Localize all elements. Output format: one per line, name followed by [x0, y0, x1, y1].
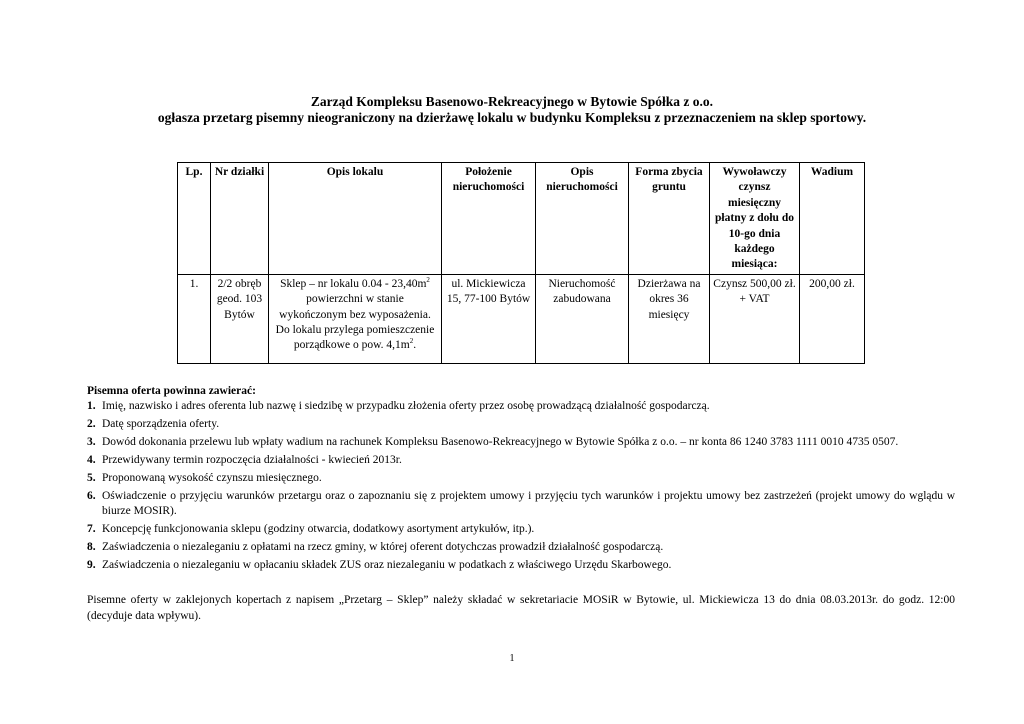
header-forma-zbycia: Forma zbycia gruntu	[629, 163, 710, 275]
item-text: Datę sporządzenia oferty.	[102, 418, 220, 430]
cell-opis-nieruchomosci: Nieruchomość zabudowana	[536, 274, 629, 363]
list-item	[87, 540, 955, 555]
superscript-2: 2	[409, 337, 414, 346]
item-number: 6.	[87, 490, 96, 502]
header-opis-lokalu: Opis lokalu	[269, 163, 442, 275]
table-row	[178, 274, 865, 363]
item-number: 9.	[87, 559, 96, 571]
item-number: 2.	[87, 418, 96, 430]
list-item	[87, 399, 955, 414]
cell-czynsz: Czynsz 500,00 zł. + VAT	[710, 274, 800, 363]
cell-polozenie: ul. Mickiewicza 15, 77-100 Bytów	[442, 274, 536, 363]
requirements-title: Pisemna oferta powinna zawierać:	[87, 385, 256, 397]
list-item	[87, 489, 955, 519]
cell-wadium: 200,00 zł.	[800, 274, 865, 363]
announcement-title: Zarząd Kompleksu Basenowo-Rekreacyjnego w Bytowie Spółka z o.o.	[310, 94, 714, 109]
header-wadium: Wadium	[800, 163, 865, 275]
header-nr-dzialki: Nr działki	[211, 163, 269, 275]
page-number: 1	[509, 653, 515, 664]
item-text: Oświadczenie o przyjęciu warunków przetargu oraz o zapoznaniu się z projektem umowy i przyjęciu tych warunków i projektu umowy bez zastrzeżeń (projekt umowy do wglądu w biurze MOSIR).	[102, 490, 955, 517]
item-text: Zaświadczenia o niezaleganiu w opłacaniu składek ZUS oraz niezaleganiu w podatkach z właściwego Urzędu Skarbowego.	[102, 559, 672, 571]
item-number: 8.	[87, 541, 96, 553]
list-item	[87, 417, 955, 432]
announcement-subtitle: ogłasza przetarg pisemny nieograniczony na dzierżawę lokalu w budynku Kompleksu z przeznaczeniem na sklep sportowy.	[157, 110, 867, 125]
header-polozenie: Położenie nieruchomości	[442, 163, 536, 275]
closing-paragraph: Pisemne oferty w zaklejonych kopertach z napisem „Przetarg – Sklep” należy składać w sekretariacie MOSiR w Bytowie, ul. Mickiewicza 13 do dnia 08.03.2013r. do godz. 12:00 (decyduje data wpływu).	[87, 594, 955, 622]
item-text: Proponowaną wysokość czynszu miesięcznego.	[102, 472, 322, 484]
item-number: 7.	[87, 523, 96, 535]
item-text: Przewidywany termin rozpoczęcia działalności - kwiecień 2013r.	[102, 454, 402, 466]
item-number: 5.	[87, 472, 96, 484]
item-text: Zaświadczenia o niezaleganiu z opłatami na rzecz gminy, w której oferent dotychczas prowadził działalność gospodarczą.	[102, 541, 664, 553]
tender-table	[177, 162, 865, 364]
header-opis-nieruchomosci: Opis nieruchomości	[536, 163, 629, 275]
list-item	[87, 435, 955, 450]
table-header-row	[178, 163, 865, 275]
list-item	[87, 453, 955, 468]
cell-nr-dzialki: 2/2 obręb geod. 103 Bytów	[211, 274, 269, 363]
item-text: Imię, nazwisko i adres oferenta lub nazwę i siedzibę w przypadku złożenia oferty przez osobę prowadzącą działalność gospodarczą.	[102, 400, 710, 412]
opis-lokalu-part-c: .	[413, 339, 417, 352]
cell-opis-lokalu	[269, 274, 442, 363]
list-item	[87, 471, 955, 486]
requirements-list	[87, 399, 955, 576]
list-item	[87, 558, 955, 573]
header-lp: Lp.	[178, 163, 211, 275]
cell-lp: 1.	[178, 274, 211, 363]
item-number: 1.	[87, 400, 96, 412]
item-text: Dowód dokonania przelewu lub wpłaty wadium na rachunek Kompleksu Basenowo-Rekreacyjnego w Bytowie Spółka z o.o. – nr konta 86 1240 3783 1111 0010 4735 0507.	[102, 436, 899, 448]
item-text: Koncepcję funkcjonowania sklepu (godziny otwarcia, dodatkowy asortyment artykułów, itp.).	[102, 523, 535, 535]
opis-lokalu-part-b: powierzchni w stanie wykończonym bez wyposażenia. Do lokalu przylega pomieszczenie porządkowe o pow. 4,1m	[275, 293, 435, 352]
item-number: 4.	[87, 454, 96, 466]
list-item	[87, 522, 955, 537]
item-number: 3.	[87, 436, 96, 448]
opis-lokalu-part-a: Sklep – nr lokalu 0.04 - 23,40m	[280, 277, 427, 290]
header-czynsz: Wywoławczy czynsz miesięczny płatny z dołu do 10-go dnia każdego miesiąca:	[710, 163, 800, 275]
cell-forma-zbycia: Dzierżawa na okres 36 miesięcy	[629, 274, 710, 363]
superscript-2: 2	[426, 276, 430, 285]
